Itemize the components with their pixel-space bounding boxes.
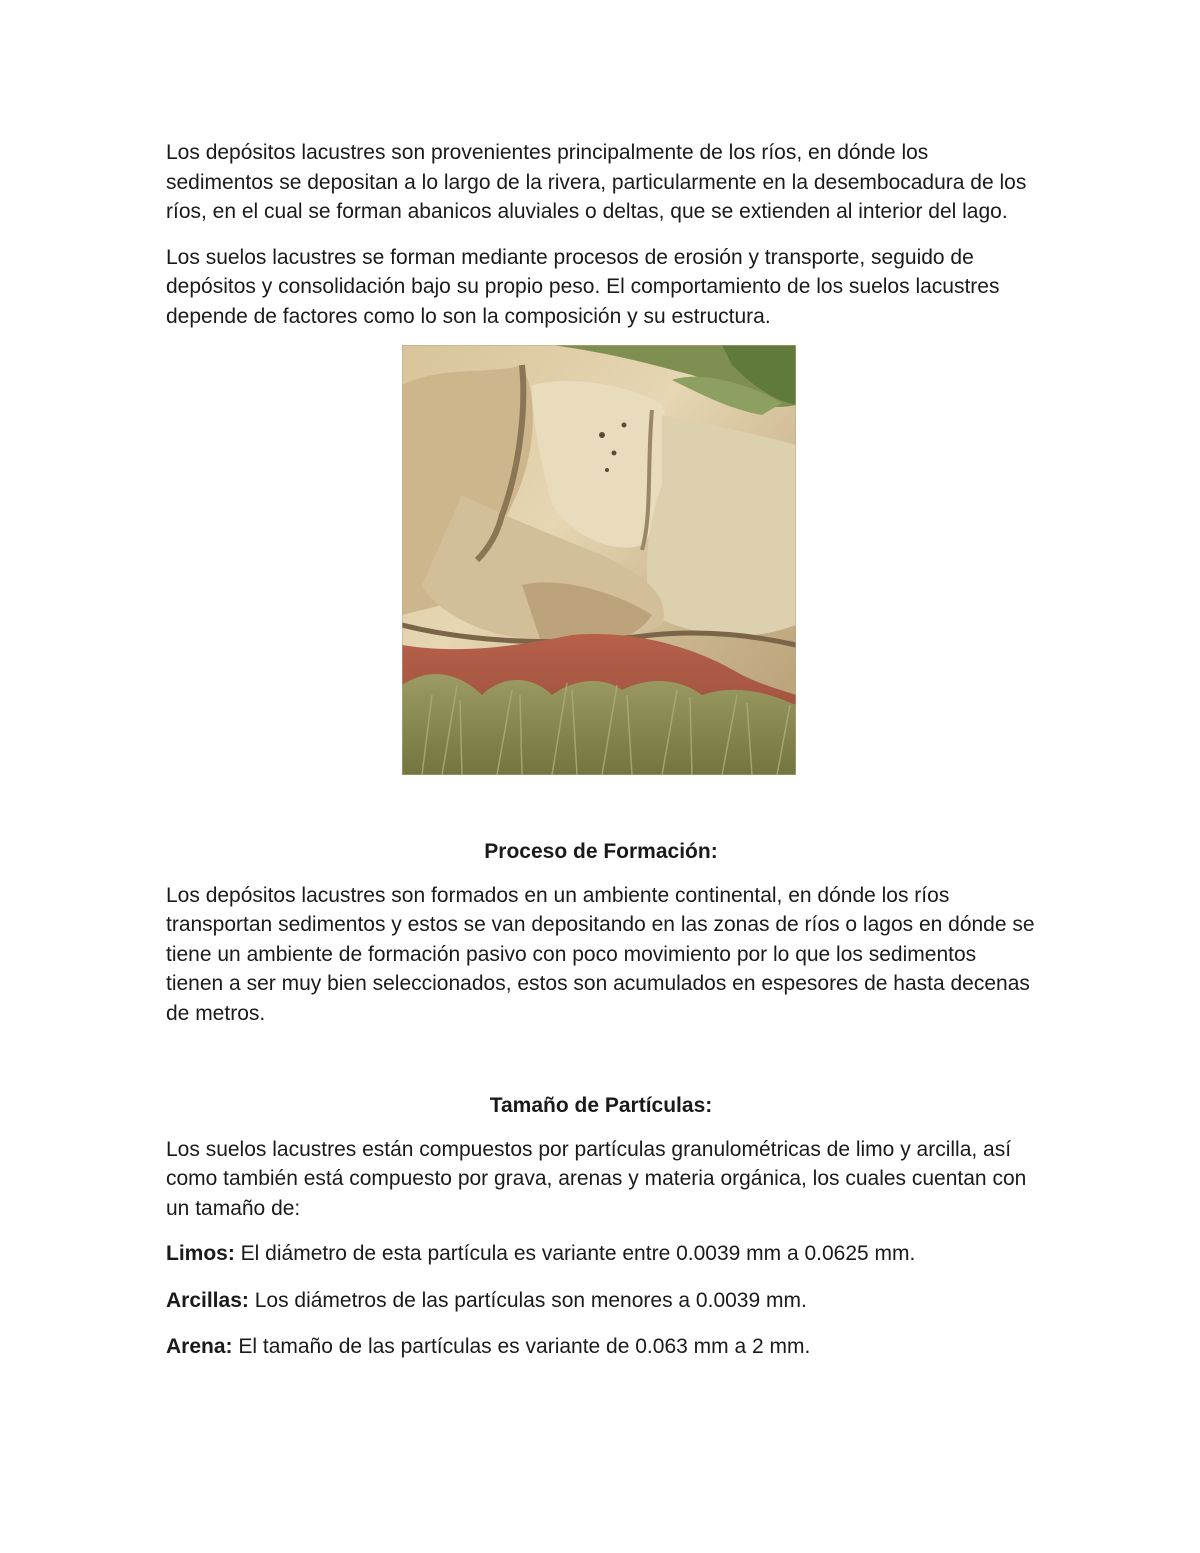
size-item-limos <box>166 1239 1036 1269</box>
formation-heading: Proceso de Formación: <box>484 840 718 863</box>
document-body <box>166 138 1036 1379</box>
size-item-term: Arena: <box>166 1335 233 1358</box>
size-item-arcillas <box>166 1286 1036 1316</box>
intro-paragraph-2: Los suelos lacustres se forman mediante procesos de erosión y transporte, seguido de depósitos y consolidación bajo su propio peso. El comportamiento de los suelos lacustres depende de factores como lo son la composición y su estructura. <box>166 245 1000 328</box>
lacustrine-deposit-photo <box>402 345 796 775</box>
intro-paragraph-1: Los depósitos lacustres son provenientes principalmente de los ríos, en dónde los sedimentos se depositan a lo largo de la rivera, particularmente en la desembocadura de los ríos, en el cual se forman abanicos aluviales o deltas, que se extienden al interior del lago. <box>166 141 1027 223</box>
particle-size-paragraph: Los suelos lacustres están compuestos por partículas granulométricas de limo y arcilla, así como también está compuesto por grava, arenas y materia orgánica, los cuales cuentan con un tamaño de: <box>166 1137 1027 1220</box>
size-item-text: Los diámetros de las partículas son menores a 0.0039 mm. <box>248 1288 807 1312</box>
size-item-arena <box>166 1332 1036 1362</box>
particle-size-heading: Tamaño de Partículas: <box>489 1094 713 1117</box>
size-item-term: Arcillas: <box>166 1288 249 1312</box>
size-item-text: El tamaño de las partículas es variante de 0.063 mm a 2 mm. <box>232 1335 811 1358</box>
size-item-term: Limos: <box>166 1242 235 1265</box>
formation-paragraph: Los depósitos lacustres son formados en un ambiente continental, en dónde los ríos transportan sedimentos y estos se van depositando en las zonas de ríos o lagos en dónde se tiene un ambiente de formación pasivo con poco movimiento por lo que los sedimentos tienen a ser muy bien seleccionados, estos son acumulados en espesores de hasta decenas de metros. <box>166 883 1035 1025</box>
rock-outcrop-image <box>402 345 796 775</box>
size-item-text: El diámetro de esta partícula es variante entre 0.0039 mm a 0.0625 mm. <box>234 1242 916 1265</box>
